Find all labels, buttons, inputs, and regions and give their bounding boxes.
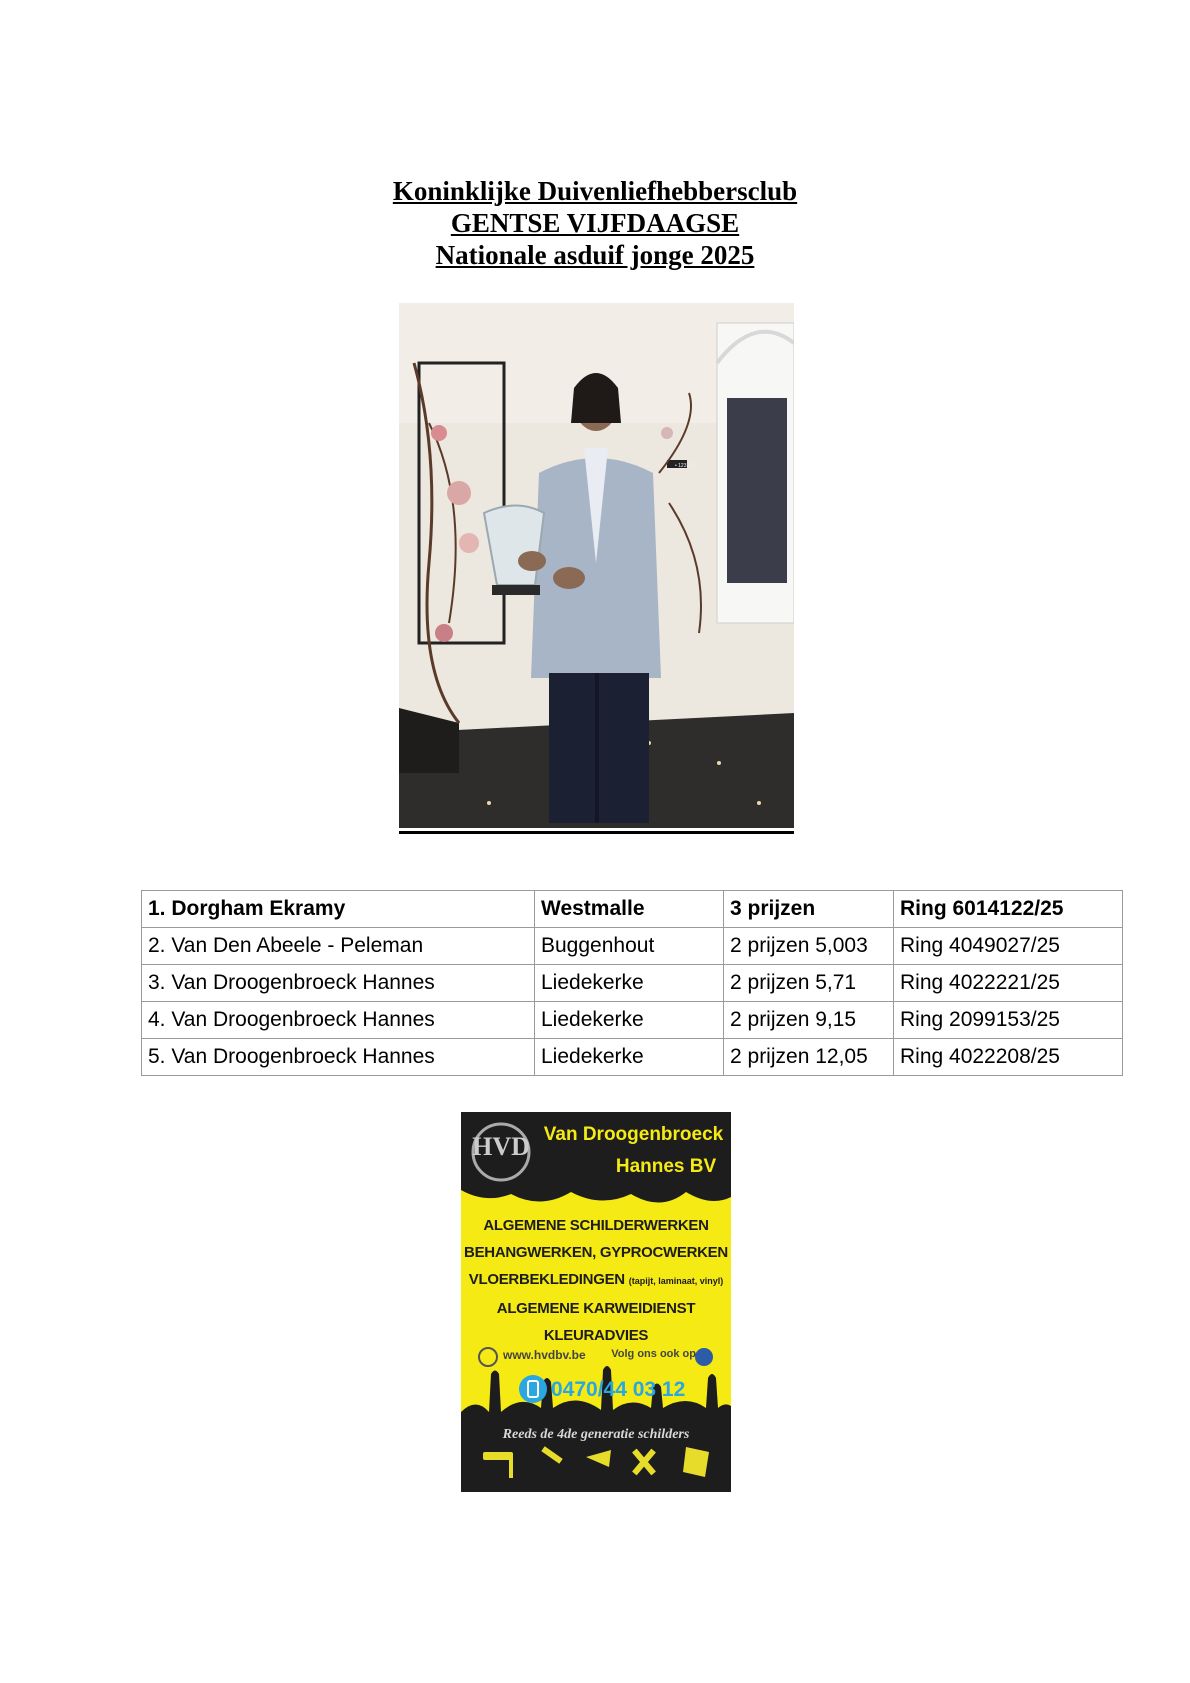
website-link[interactable]: www.hvdbv.be — [503, 1348, 586, 1362]
ring-number: Ring 4022221/25 — [894, 965, 1123, 1002]
company-name-line2: Hannes BV — [615, 1156, 717, 1177]
fancier-place: Liedekerke — [535, 1002, 724, 1039]
table-row — [142, 1039, 1123, 1076]
company-name-line1: Van Droogenbroeck — [543, 1124, 724, 1145]
wall-sign: • 123.566 — [675, 463, 697, 469]
slogan: Reeds de 4de generatie schilders — [502, 1427, 690, 1442]
document-heading — [0, 175, 1190, 271]
follow-text: Volg ons ook op — [611, 1348, 696, 1360]
fancier-place: Liedekerke — [535, 1039, 724, 1076]
fancier-name: 4. Van Droogenbroeck Hannes — [142, 1002, 535, 1039]
floor-note: (tapijt, laminaat, vinyl) — [628, 1276, 724, 1286]
fancier-place: Liedekerke — [535, 965, 724, 1002]
fancier-prizes: 2 prijzen 5,71 — [724, 965, 894, 1002]
company-logo: HVD — [472, 1132, 530, 1161]
table-row — [142, 928, 1123, 965]
fancier-name: 1. Dorgham Ekramy — [142, 891, 535, 928]
ring-number: Ring 4049027/25 — [894, 928, 1123, 965]
table-row — [142, 891, 1123, 928]
club-name: Koninklijke Duivenliefhebbersclub — [392, 176, 798, 206]
fancier-name: 2. Van Den Abeele - Peleman — [142, 928, 535, 965]
service-item: ALGEMENE KARWEIDIENST — [496, 1300, 696, 1317]
fancier-prizes: 2 prijzen 9,15 — [724, 1002, 894, 1039]
photo-divider — [399, 831, 794, 834]
service-item-label: VLOERBEKLEDINGEN — [468, 1271, 625, 1288]
results-table — [141, 890, 1123, 1076]
fancier-name: 3. Van Droogenbroeck Hannes — [142, 965, 535, 1002]
fancier-place: Westmalle — [535, 891, 724, 928]
services-list — [461, 1212, 731, 1349]
fancier-place: Buggenhout — [535, 928, 724, 965]
phone-icon — [519, 1375, 547, 1403]
service-item: KLEURADVIES — [543, 1327, 649, 1344]
service-item: BEHANGWERKEN, GYPROCWERKEN — [464, 1244, 728, 1261]
ring-number: Ring 2099153/25 — [894, 1002, 1123, 1039]
table-row — [142, 1002, 1123, 1039]
globe-icon — [479, 1348, 497, 1366]
phone-number[interactable]: 0470/44 03 12 — [551, 1378, 686, 1401]
table-row — [142, 965, 1123, 1002]
fancier-prizes: 2 prijzen 5,003 — [724, 928, 894, 965]
competition-title: Nationale asduif jonge 2025 — [435, 240, 755, 270]
service-item: ALGEMENE SCHILDERWERKEN — [483, 1217, 709, 1234]
facebook-icon — [695, 1348, 713, 1366]
ring-number: Ring 4022208/25 — [894, 1039, 1123, 1076]
fancier-prizes: 2 prijzen 12,05 — [724, 1039, 894, 1076]
sponsor-ad — [461, 1112, 731, 1492]
fancier-name: 5. Van Droogenbroeck Hannes — [142, 1039, 535, 1076]
fancier-prizes: 3 prijzen — [724, 891, 894, 928]
service-item — [461, 1266, 731, 1295]
event-name: GENTSE VIJFDAAGSE — [450, 208, 740, 238]
ring-number: Ring 6014122/25 — [894, 891, 1123, 928]
winner-photo — [399, 303, 794, 828]
